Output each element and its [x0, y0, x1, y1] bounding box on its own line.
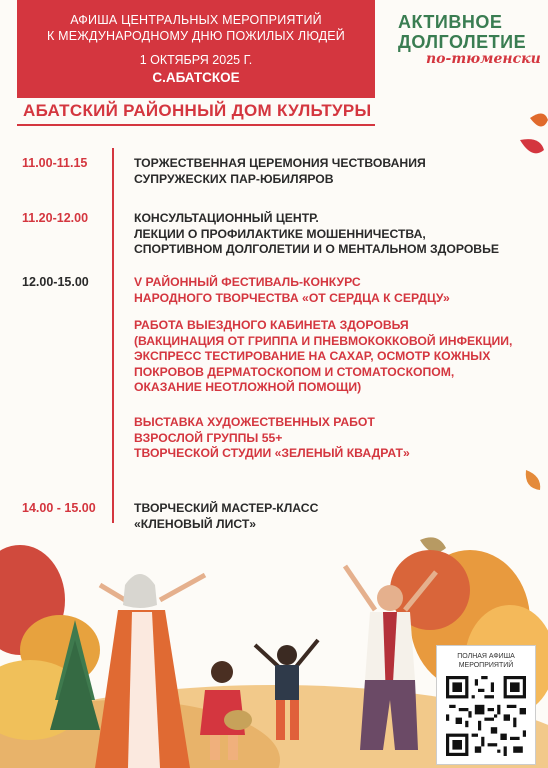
event-6-line: «КЛЕНОВЫЙ ЛИСТ» — [134, 516, 257, 531]
event-2 — [134, 211, 499, 258]
schedule-divider — [112, 148, 114, 523]
qr-card[interactable] — [436, 645, 536, 765]
qr-code-icon[interactable] — [446, 676, 526, 756]
venue-divider — [17, 124, 375, 126]
event-6 — [134, 501, 318, 532]
event-3-line: V РАЙОННЫЙ ФЕСТИВАЛЬ-КОНКУРС — [134, 275, 361, 289]
event-1 — [134, 156, 426, 187]
qr-caption-line: МЕРОПРИЯТИЙ — [458, 662, 514, 669]
event-2-line: КОНСУЛЬТАЦИОННЫЙ ЦЕНТР. — [134, 211, 319, 225]
brand-logo-line3: по-тюменски — [426, 51, 541, 67]
event-4-line: (ВАКЦИНАЦИЯ ОТ ГРИППА И ПНЕВМОКОККОВОЙ ИНФЕКЦИИ, — [134, 333, 513, 348]
event-5-line: ТВОРЧЕСКОЙ СТУДИИ «ЗЕЛЕНЫЙ КВАДРАТ» — [134, 446, 410, 460]
event-4-line: ПОКРОВОВ ДЕРМАТОСКОПОМ И СТОМАТОСКОПОМ, — [134, 364, 455, 379]
brand-logo-line2: ДОЛГОЛЕТИЕ — [398, 32, 527, 52]
venue-title: АБАТСКИЙ РАЙОННЫЙ ДОМ КУЛЬТУРЫ — [23, 101, 372, 120]
header-line1: АФИША ЦЕНТРАЛЬНЫХ МЕРОПРИЯТИЙ — [70, 13, 322, 27]
event-1-line: СУПРУЖЕСКИХ ПАР-ЮБИЛЯРОВ — [134, 171, 334, 186]
event-2-line: СПОРТИВНОМ ДОЛГОЛЕТИИ И О МЕНТАЛЬНОМ ЗДОРОВЬЕ — [134, 242, 499, 256]
header-date: 1 ОКТЯБРЯ 2025 Г. — [139, 53, 253, 67]
brand-logo-line1: АКТИВНОЕ — [398, 12, 503, 32]
event-6-line: ТВОРЧЕСКИЙ МАСТЕР-КЛАСС — [134, 501, 319, 515]
event-3-line: НАРОДНОГО ТВОРЧЕСТВА «ОТ СЕРДЦА К СЕРДЦУ» — [134, 290, 450, 305]
header-place: С.АБАТСКОЕ — [152, 70, 240, 85]
qr-caption-line: ПОЛНАЯ АФИША — [457, 653, 515, 660]
event-3 — [134, 275, 450, 306]
time-3: 12.00-15.00 — [22, 275, 89, 289]
event-4-line: РАБОТА ВЫЕЗДНОГО КАБИНЕТА ЗДОРОВЬЯ — [134, 318, 409, 332]
event-4-line: ЭКСПРЕСС ТЕСТИРОВАНИЕ НА САХАР, ОСМОТР КОЖНЫХ — [134, 349, 491, 363]
time-1: 11.00-11.15 — [22, 156, 88, 170]
header-banner — [17, 0, 375, 98]
time-2: 11.20-12.00 — [22, 211, 89, 225]
qr-caption — [437, 652, 535, 670]
event-1-line: ТОРЖЕСТВЕННАЯ ЦЕРЕМОНИЯ ЧЕСТВОВАНИЯ — [134, 156, 426, 170]
time-4: 14.00 - 15.00 — [22, 501, 96, 515]
event-5 — [134, 415, 410, 462]
event-5-line: ВЫСТАВКА ХУДОЖЕСТВЕННЫХ РАБОТ — [134, 415, 375, 429]
event-2-line: ЛЕКЦИИ О ПРОФИЛАКТИКЕ МОШЕННИЧЕСТВА, — [134, 226, 426, 241]
event-4 — [134, 318, 512, 396]
event-5-line: ВЗРОСЛОЙ ГРУППЫ 55+ — [134, 430, 283, 445]
header-line2: К МЕЖДУНАРОДНОМУ ДНЮ ПОЖИЛЫХ ЛЮДЕЙ — [46, 29, 345, 43]
event-4-line: ОКАЗАНИЕ НЕОТЛОЖНОЙ ПОМОЩИ) — [134, 380, 362, 394]
